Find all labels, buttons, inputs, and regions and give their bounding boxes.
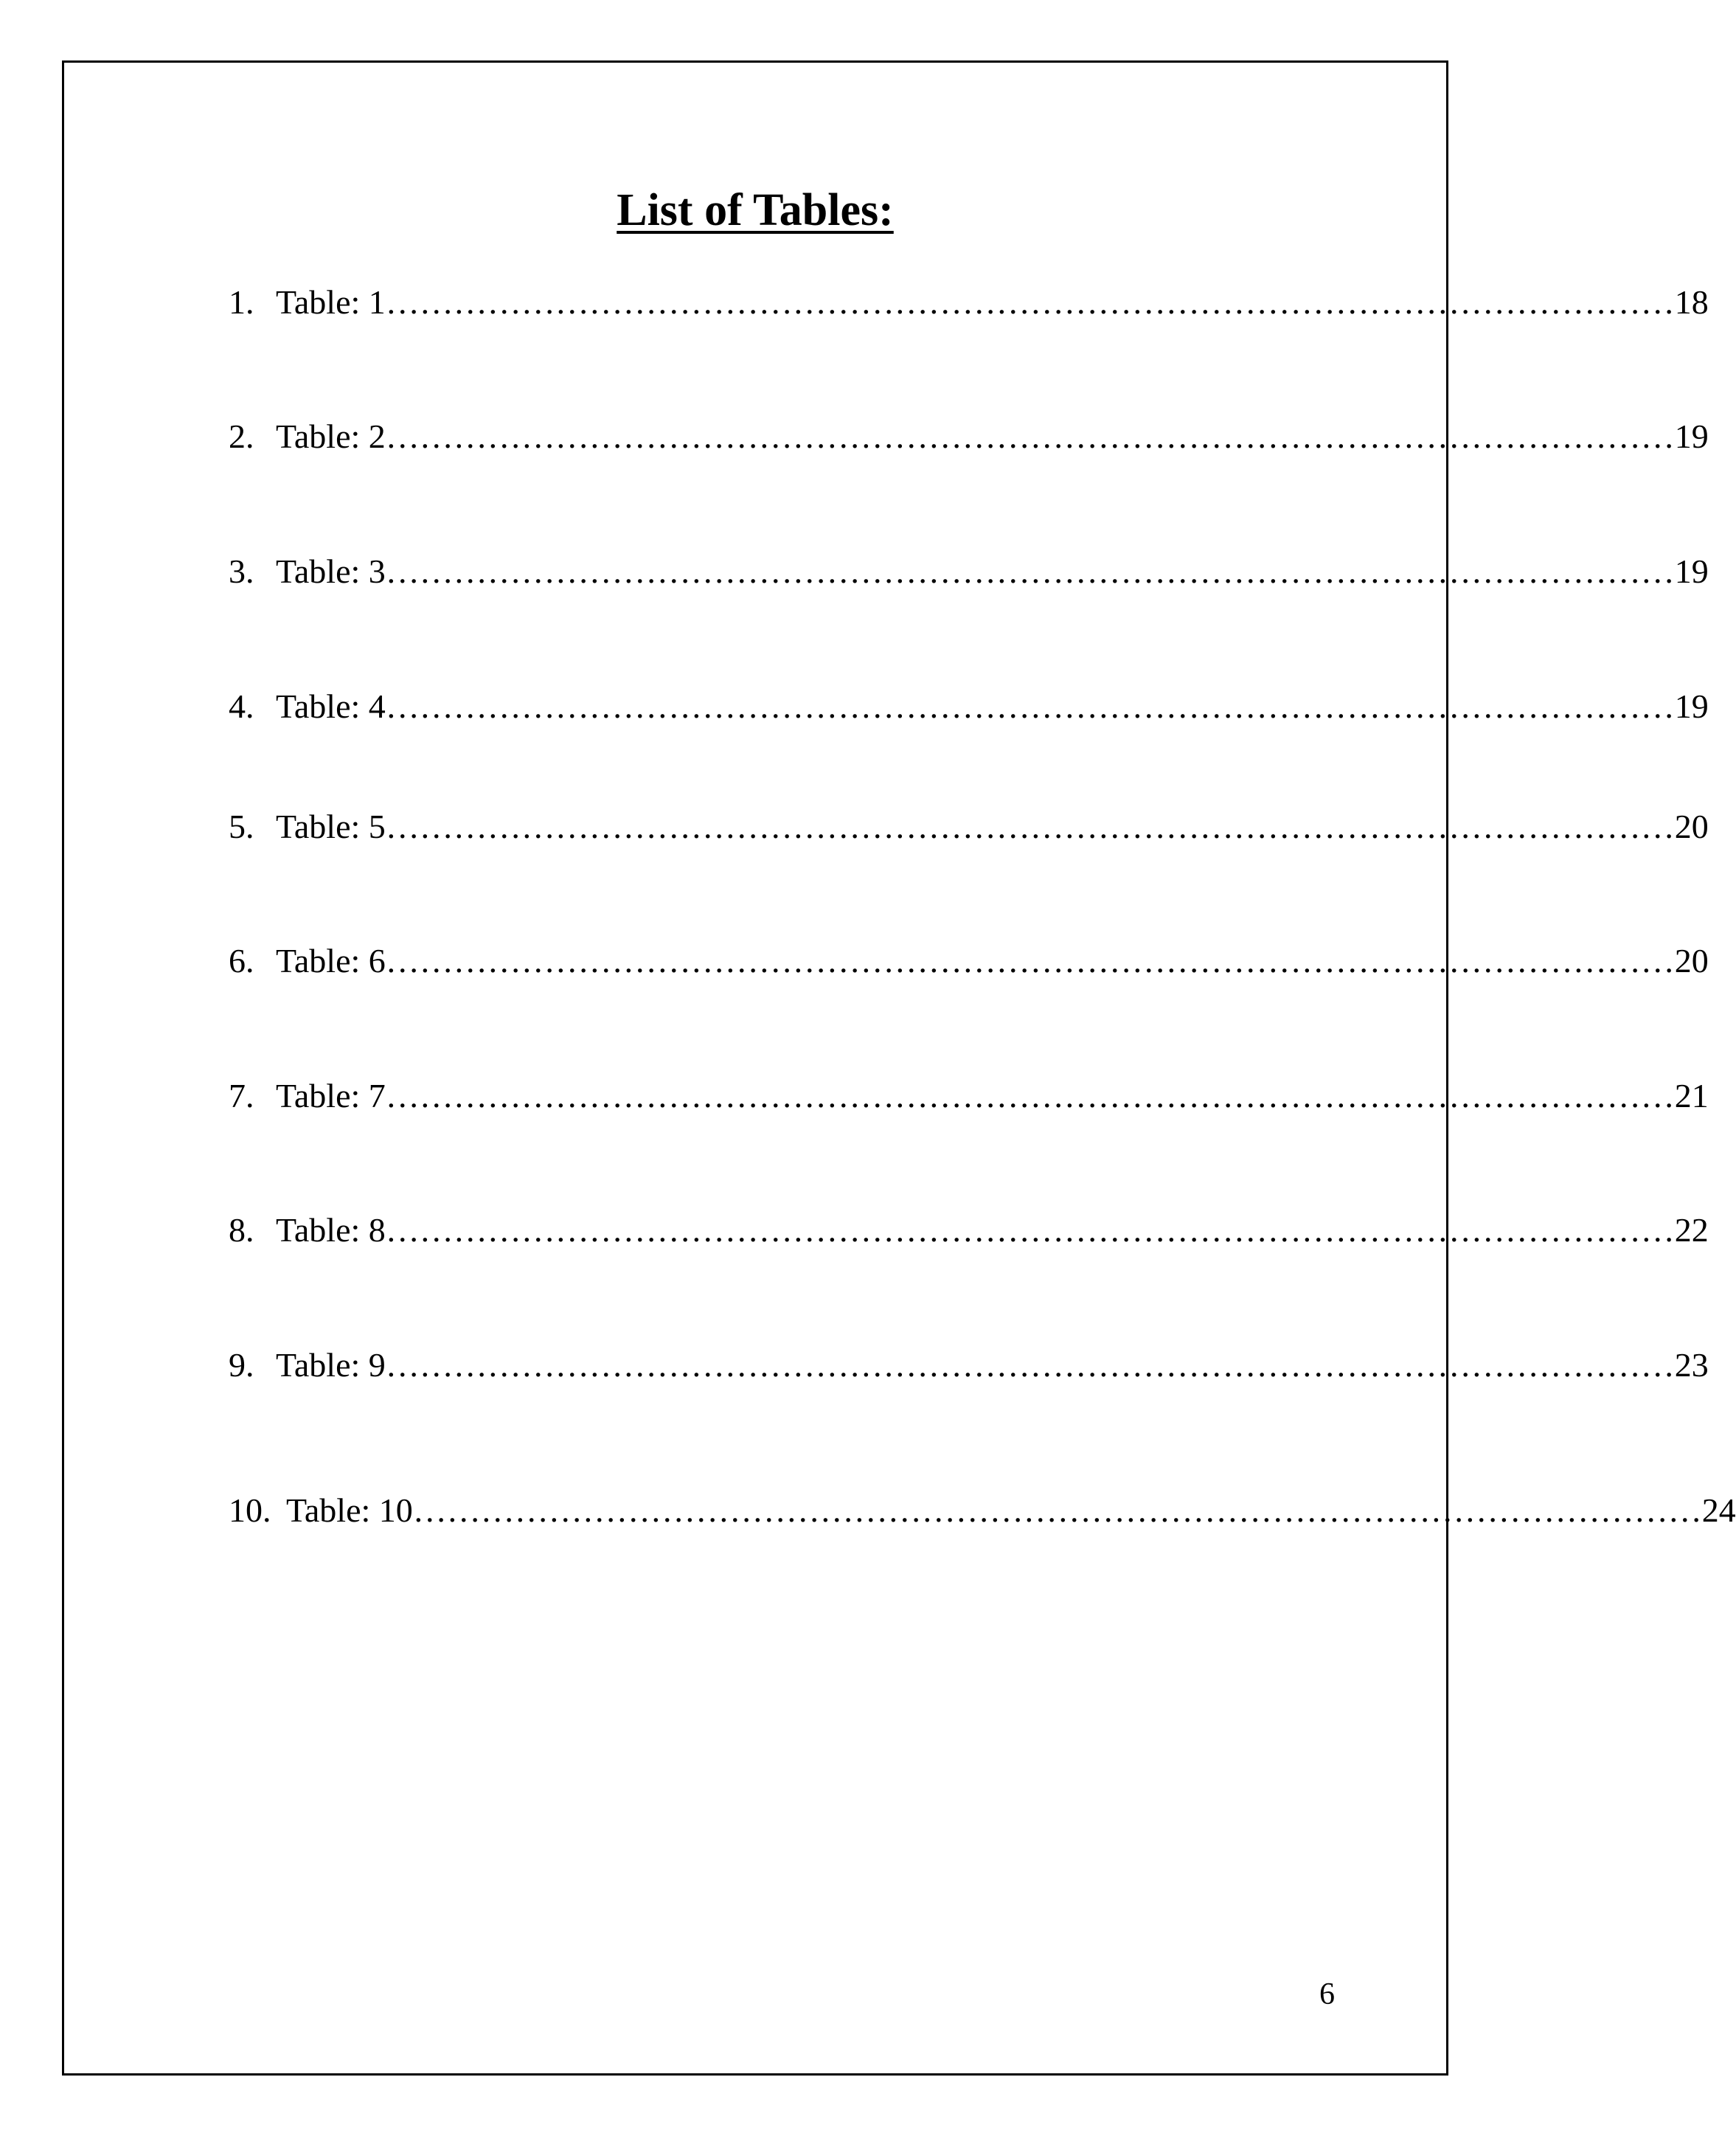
toc-entry-3 — [229, 549, 1709, 594]
toc-entry-page: 18 — [1674, 283, 1709, 321]
dot-leader: …………………………………………………………………………………………………… — [385, 942, 1675, 979]
toc-entry-label: Table: 8 — [276, 1211, 386, 1249]
toc-entry-page: 24 — [1701, 1491, 1736, 1529]
page-number: 6 — [1319, 1977, 1335, 2011]
page-title: List of Tables: — [617, 185, 894, 235]
toc-entry-7 — [229, 1074, 1709, 1118]
toc-entry-page: 23 — [1674, 1346, 1709, 1384]
toc-entry-label: Table: 1 — [276, 283, 386, 321]
toc-entry-number: 8. — [229, 1211, 254, 1249]
toc-entry-2 — [229, 415, 1709, 459]
toc-entry-number: 3. — [229, 552, 254, 590]
toc-entry-label: Table: 10 — [286, 1491, 413, 1529]
toc-entry-page: 21 — [1674, 1077, 1709, 1114]
toc-entry-8 — [229, 1208, 1709, 1252]
dot-leader: …………………………………………………………………………………………………… — [385, 417, 1675, 455]
toc-entry-number: 5. — [229, 808, 254, 845]
toc-entry-label: Table: 7 — [276, 1077, 386, 1114]
dot-leader: …………………………………………………………………………………………………… — [385, 283, 1675, 321]
toc-entry-label: Table: 6 — [276, 942, 386, 979]
toc-entry-9 — [229, 1343, 1709, 1387]
toc-entry-6 — [229, 939, 1709, 983]
toc-entry-label: Table: 4 — [276, 687, 386, 725]
page-border — [62, 60, 1448, 2076]
toc-entry-number: 6. — [229, 942, 254, 979]
toc-entry-number: 9. — [229, 1346, 254, 1384]
dot-leader: …………………………………………………………………………………………………… — [385, 1211, 1675, 1249]
toc-entry-page: 19 — [1674, 417, 1709, 455]
toc-entry-label: Table: 3 — [276, 552, 386, 590]
toc-entry-number: 4. — [229, 687, 254, 725]
toc-entry-number: 1. — [229, 283, 254, 321]
dot-leader: …………………………………………………………………………………………………… — [385, 1077, 1675, 1114]
toc-entry-page: 19 — [1674, 687, 1709, 725]
toc-entry-label: Table: 5 — [276, 808, 386, 845]
dot-leader: …………………………………………………………………………………………………… — [385, 552, 1675, 590]
toc-entry-1 — [229, 280, 1709, 325]
toc-entry-number: 10. — [229, 1491, 271, 1529]
toc-entry-number: 2. — [229, 417, 254, 455]
toc-entry-label: Table: 9 — [276, 1346, 386, 1384]
toc-entry-page: 19 — [1674, 552, 1709, 590]
dot-leader: …………………………………………………………………………………………………… — [385, 808, 1675, 845]
dot-leader: …………………………………………………………………………………………………… — [385, 1346, 1675, 1384]
toc-entry-10 — [229, 1488, 1736, 1533]
toc-entry-label: Table: 2 — [276, 417, 386, 455]
toc-entry-5 — [229, 805, 1709, 849]
toc-entry-page: 20 — [1674, 942, 1709, 979]
dot-leader: …………………………………………………………………………………………………… — [385, 687, 1675, 725]
toc-entry-page: 22 — [1674, 1211, 1709, 1249]
toc-entry-4 — [229, 684, 1709, 729]
dot-leader: …………………………………………………………………………………………………… — [412, 1491, 1702, 1529]
toc-entry-number: 7. — [229, 1077, 254, 1114]
toc-entry-page: 20 — [1674, 808, 1709, 845]
